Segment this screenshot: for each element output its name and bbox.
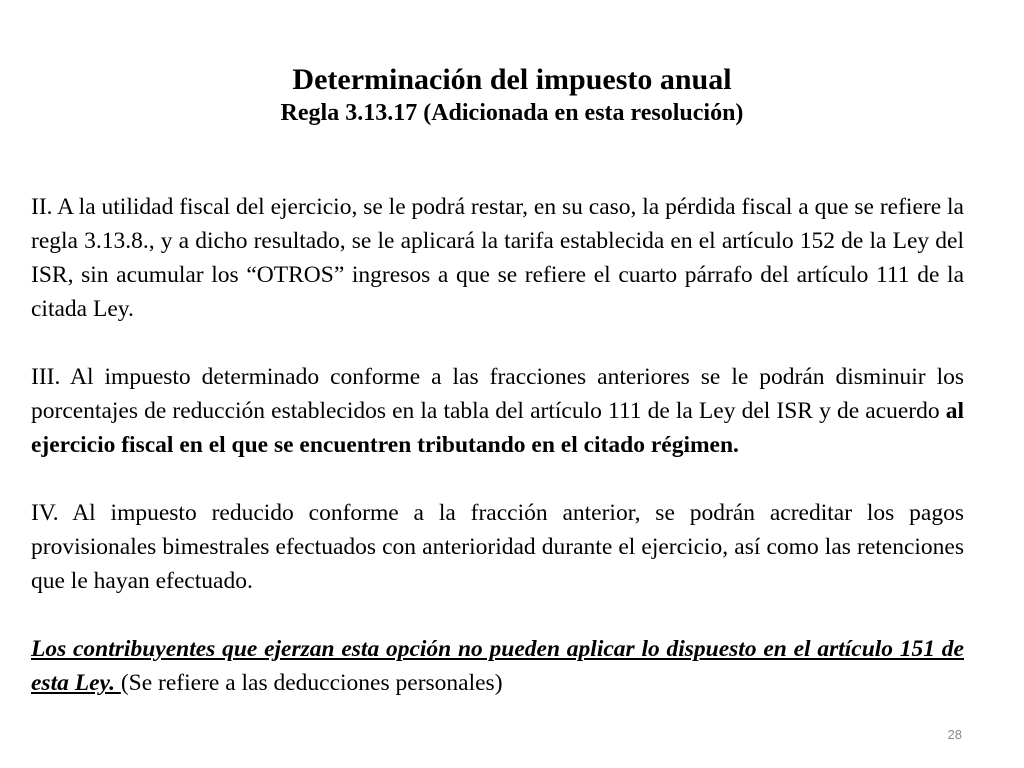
- paragraph-fraction-iv: IV. Al impuesto reducido conforme a la fracción anterior, se podrán acreditar los pagos provisionales bimestrales efectuados con anterioridad durante el ejercicio, así como las retenciones que le hayan efectuado.: [31, 500, 964, 594]
- title-block: [0, 62, 1024, 128]
- paragraph-note: [31, 632, 964, 700]
- paragraph-note-text: (Se refiere a las deducciones personales): [120, 670, 503, 696]
- paragraph-fraction-iii-bold-text: al ejercicio fiscal en el que se encuentren tributando en el citado régimen.: [31, 398, 964, 458]
- page-number: 28: [947, 727, 962, 742]
- paragraph-fraction-ii: II. A la utilidad fiscal del ejercicio, se le podrá restar, en su caso, la pérdida fiscal a que se refiere la regla 3.13.8., y a dicho resultado, se le aplicará la tarifa establecida en el artículo 152 de la Ley del ISR, sin acumular los “OTROS” ingresos a que se refiere el cuarto párrafo del artículo 111 de la citada Ley.: [31, 194, 964, 322]
- paragraph-note-emphasis: Los contribuyentes que ejerzan esta opción no pueden aplicar lo dispuesto en el artículo 151 de esta Ley.: [31, 636, 964, 696]
- paragraph-fraction-iii-text: III. Al impuesto determinado conforme a las fracciones anteriores se le podrán disminuir los porcentajes de reducción establecidos en la tabla del artículo 111 de la Ley del ISR y de acuerdo: [31, 364, 964, 424]
- paragraph-fraction-iii: [31, 360, 964, 462]
- page-title: Determinación del impuesto anual: [292, 63, 732, 96]
- slide-body: [31, 190, 964, 700]
- page-subtitle: Regla 3.13.17 (Adicionada en esta resolución): [280, 100, 744, 126]
